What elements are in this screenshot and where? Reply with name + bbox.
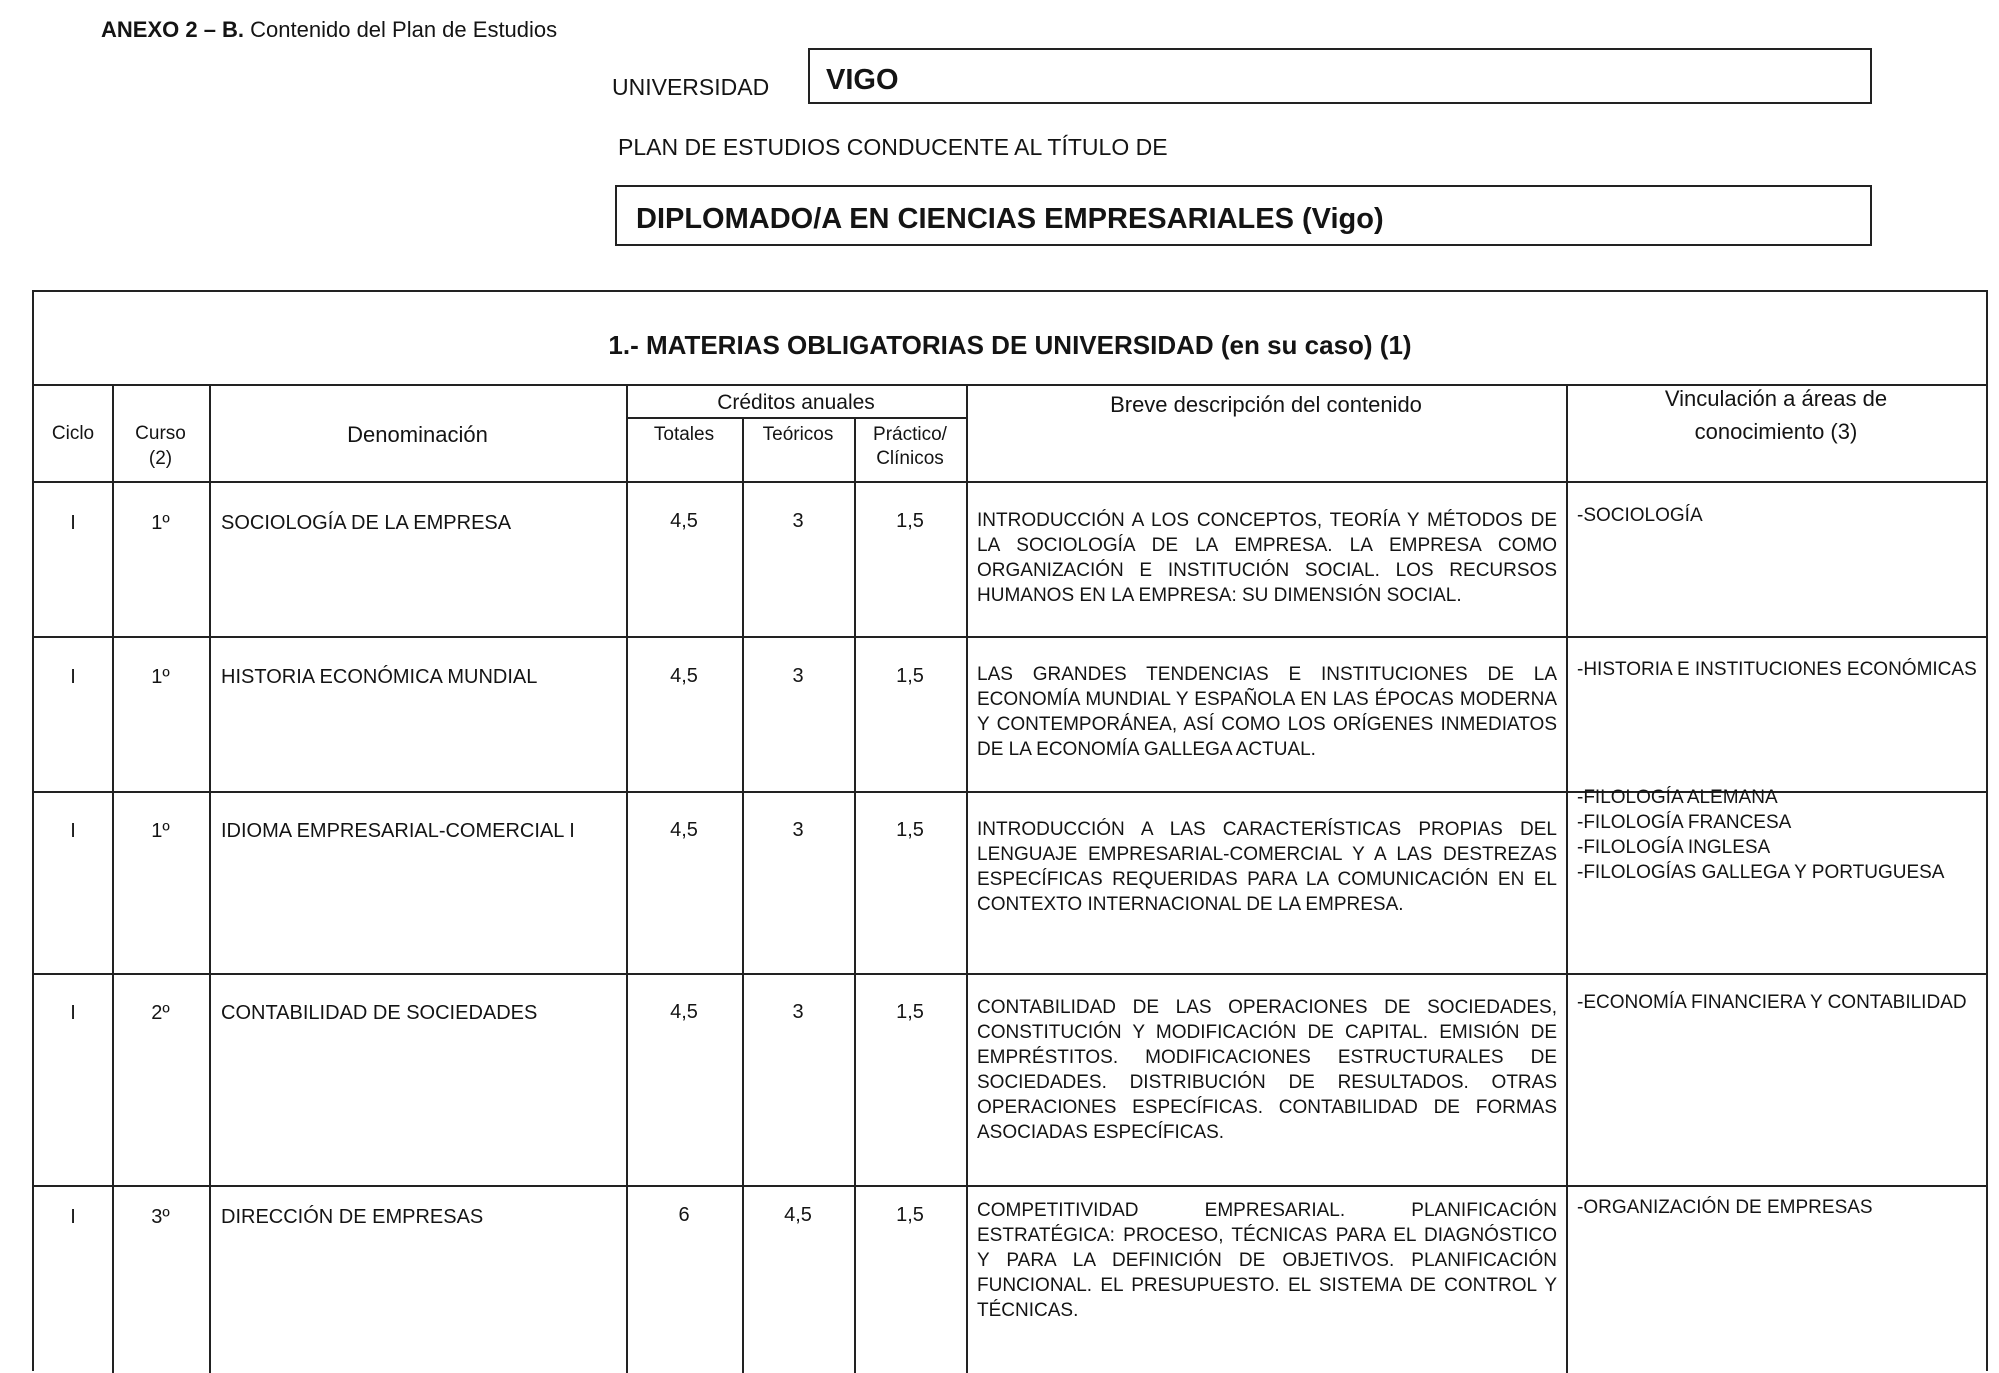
- row1-descripcion: INTRODUCCIÓN A LOS CONCEPTOS, TEORÍA Y MÉTODOS DE LA SOCIOLOGÍA DE LA EMPRESA. LA EMPRESA COMO ORGANIZACIÓN E INSTITUCIÓN SOCIAL. LOS RECURSOS HUMANOS EN LA EMPRESA: SU DIMENSIÓN SOCIAL.: [977, 510, 1557, 606]
- col-ciclo: Ciclo: [51, 423, 95, 444]
- row4-areas: [1577, 990, 1977, 1015]
- row5-descripcion: COMPETITIVIDAD EMPRESARIAL. PLANIFICACIÓN ESTRATÉGICA: PROCESO, TÉCNICAS PARA EL DIAGNÓSTICO Y PARA LA DEFINICIÓN DE OBJETIVOS. PLANIFICACIÓN FUNCIONAL. EL PRESUPUESTO. EL SISTEMA DE CONTROL Y TÉCNICAS.: [977, 1200, 1557, 1321]
- row3-area-item: -FILOLOGÍA ALEMANA: [1577, 787, 1778, 808]
- row2-ciclo: I: [70, 666, 76, 688]
- row3-ciclo: I: [70, 820, 76, 842]
- row1-teoricos: 3: [792, 510, 804, 532]
- row4-denominacion: CONTABILIDAD DE SOCIEDADES: [221, 1002, 538, 1024]
- row3-area-item: -FILOLOGÍA INGLESA: [1577, 837, 1771, 858]
- table-divider: [209, 384, 211, 1373]
- col-creditos: Créditos anuales: [717, 391, 875, 414]
- table-divider: [34, 481, 1986, 483]
- row2-descripcion: LAS GRANDES TENDENCIAS E INSTITUCIONES DE LA ECONOMÍA MUNDIAL Y ESPAÑOLA EN LAS ÉPOCAS MODERNA Y CONTEMPORÁNEA, ASÍ COMO LOS ORÍGENES INMEDIATOS DE LA ECONOMÍA GALLEGA ACTUAL.: [977, 664, 1557, 760]
- table-divider: [626, 417, 966, 419]
- titulo-box: [615, 185, 1872, 246]
- row4-ciclo: I: [70, 1002, 76, 1024]
- row4-area-item: -ECONOMÍA FINANCIERA Y CONTABILIDAD: [1577, 992, 1967, 1013]
- universidad-label: UNIVERSIDAD: [612, 74, 770, 100]
- annex-heading: [101, 17, 557, 43]
- col-teoricos: Teóricos: [762, 424, 834, 445]
- col-descripcion: Breve descripción del contenido: [1110, 392, 1422, 417]
- col-totales: Totales: [653, 424, 715, 445]
- col-curso: Curso: [135, 423, 186, 444]
- row3-descripcion: INTRODUCCIÓN A LAS CARACTERÍSTICAS PROPIAS DEL LENGUAJE EMPRESARIAL-COMERCIAL Y A LAS DESTREZAS ESPECÍFICAS REQUERIDAS PARA LA COMUNICACIÓN EN EL CONTEXTO INTERNACIONAL DE LA EMPRESA.: [977, 819, 1557, 915]
- table-divider: [1566, 384, 1568, 1373]
- row1-areas: [1577, 503, 1977, 528]
- table-divider: [34, 636, 1986, 638]
- universidad-value: VIGO: [826, 64, 899, 96]
- row4-practicos: 1,5: [896, 1001, 924, 1023]
- plan-label: PLAN DE ESTUDIOS CONDUCENTE AL TÍTULO DE: [618, 134, 1168, 160]
- row5-denominacion: DIRECCIÓN DE EMPRESAS: [221, 1206, 484, 1228]
- section-title: 1.- MATERIAS OBLIGATORIAS DE UNIVERSIDAD (en su caso) (1): [608, 330, 1412, 360]
- row3-area-item: -FILOLOGÍAS GALLEGA Y PORTUGUESA: [1577, 862, 1945, 883]
- annex-text: Contenido del Plan de Estudios: [244, 17, 558, 42]
- row3-denominacion: IDIOMA EMPRESARIAL-COMERCIAL I: [221, 820, 575, 842]
- titulo-value: DIPLOMADO/A EN CIENCIAS EMPRESARIALES (Vigo): [636, 203, 1384, 235]
- col-curso-note: (2): [148, 448, 173, 469]
- row2-practicos: 1,5: [896, 665, 924, 687]
- row2-curso: 1º: [151, 666, 170, 688]
- row1-denominacion: SOCIOLOGÍA DE LA EMPRESA: [221, 512, 512, 534]
- row3-totales: 4,5: [670, 819, 698, 841]
- col-practicos-2: Clínicos: [876, 448, 944, 469]
- row1-area-item: -SOCIOLOGÍA: [1577, 505, 1703, 526]
- row5-teoricos: 4,5: [784, 1204, 812, 1226]
- col-areas-2: conocimiento (3): [1694, 419, 1858, 444]
- row2-area-item: -HISTORIA E INSTITUCIONES ECONÓMICAS: [1577, 659, 1977, 680]
- row5-area-item: -ORGANIZACIÓN DE EMPRESAS: [1577, 1197, 1873, 1218]
- row3-area-item: -FILOLOGÍA FRANCESA: [1577, 812, 1792, 833]
- row4-teoricos: 3: [792, 1001, 804, 1023]
- col-practicos: Práctico/: [873, 424, 947, 445]
- annex-code: ANEXO 2 – B.: [101, 17, 245, 42]
- row3-practicos: 1,5: [896, 819, 924, 841]
- row4-descripcion: CONTABILIDAD DE LAS OPERACIONES DE SOCIEDADES, CONSTITUCIÓN Y MODIFICACIÓN DE CAPITAL. EMISIÓN DE EMPRÉSTITOS. MODIFICACIONES ESTRUCTURALES DE SOCIEDADES. DISTRIBUCIÓN DE RESULTADOS. OTRAS OPERACIONES ESPECÍFICAS. CONTABILIDAD DE FORMAS ASOCIADAS ESPECÍFICAS.: [977, 997, 1557, 1143]
- row5-curso: 3º: [151, 1206, 170, 1228]
- row2-areas: [1577, 657, 1977, 682]
- row5-totales: 6: [678, 1204, 690, 1226]
- row3-curso: 1º: [151, 820, 170, 842]
- universidad-box: [808, 48, 1872, 104]
- table-divider: [34, 1185, 1986, 1187]
- table-divider: [854, 417, 856, 1373]
- row1-practicos: 1,5: [896, 510, 924, 532]
- row1-ciclo: I: [70, 512, 76, 534]
- row5-practicos: 1,5: [896, 1204, 924, 1226]
- row2-teoricos: 3: [792, 665, 804, 687]
- col-areas: Vinculación a áreas de: [1664, 386, 1888, 411]
- table-divider: [34, 973, 1986, 975]
- row5-ciclo: I: [70, 1206, 76, 1228]
- row2-totales: 4,5: [670, 665, 698, 687]
- row4-curso: 2º: [151, 1002, 170, 1024]
- row1-curso: 1º: [151, 512, 170, 534]
- row1-totales: 4,5: [670, 510, 698, 532]
- table-divider: [966, 384, 968, 1373]
- row4-totales: 4,5: [670, 1001, 698, 1023]
- row3-teoricos: 3: [792, 819, 804, 841]
- row5-areas: [1577, 1195, 1977, 1220]
- col-denominacion: Denominación: [347, 422, 488, 447]
- row3-areas: [1577, 785, 1977, 885]
- row2-denominacion: HISTORIA ECONÓMICA MUNDIAL: [221, 666, 538, 688]
- table-divider: [742, 417, 744, 1373]
- materias-table: [32, 290, 1988, 1371]
